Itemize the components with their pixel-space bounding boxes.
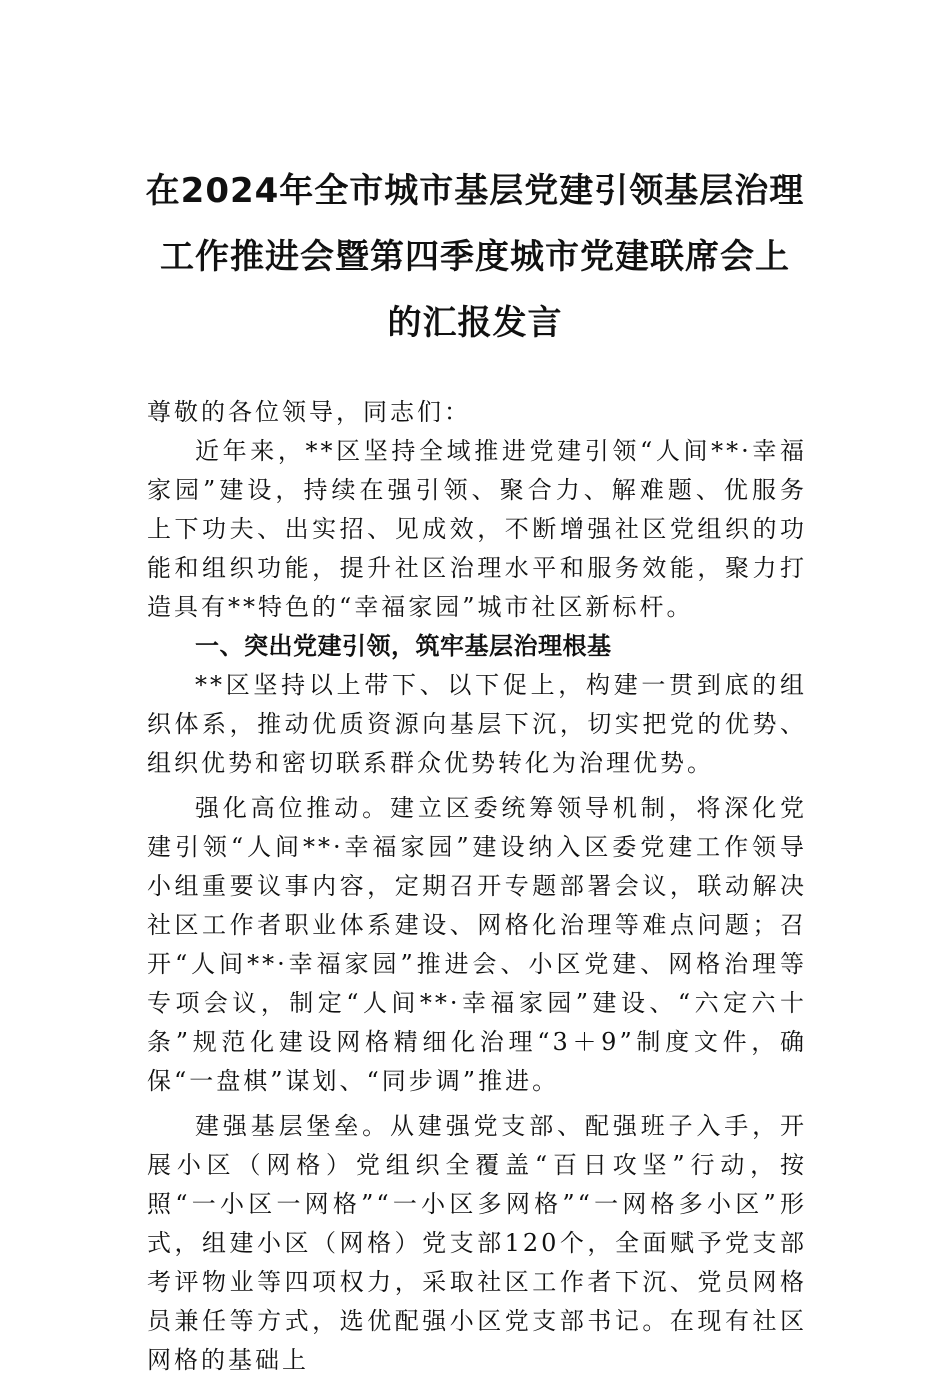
document-body bbox=[147, 393, 807, 1380]
section1-paragraph-1: **区坚持以上带下、以下促上，构建一贯到底的组织体系，推动优质资源向基层下沉，切实把党的优势、组织优势和密切联系群众优势转化为治理优势。 bbox=[147, 671, 807, 777]
section1-paragraph-2: 强化高位推动。建立区委统筹领导机制，将深化党建引领“人间**·幸福家园”建设纳入区委党建工作领导小组重要议事内容，定期召开专题部署会议，联动解决社区工作者职业体系建设、网格化治理等难点问题；召开“人间**·幸福家园”推进会、小区党建、网格治理等专项会议，制定“人间**·幸福家园”建设、“六定六十条”规范化建设网格精细化治理“3＋9”制度文件，确保“一盘棋”谋划、“同步调”推进。 bbox=[147, 794, 807, 1095]
section1-paragraph-3: 建强基层堡垒。从建强党支部、配强班子入手，开展小区（网格）党组织全覆盖“百日攻坚”行动，按照“一小区一网格”“一小区多网格”“一网格多小区”形式，组建小区（网格）党支部120个，全面赋予党支部考评物业等四项权力，采取社区工作者下沉、党员网格员兼任等方式，选优配强小区党支部书记。在现有社区网格的基础上 bbox=[147, 1112, 807, 1374]
section-heading-1: 一、突出党建引领，筑牢基层治理根基 bbox=[195, 632, 612, 660]
title-line-2: 工作推进会暨第四季度城市党建联席会上 bbox=[160, 237, 790, 277]
intro-paragraph: 近年来，**区坚持全域推进党建引领“人间**·幸福家园”建设，持续在强引领、聚合力、解难题、优服务上下功夫、出实招、见成效，不断增强社区党组织的功能和组织功能，提升社区治理水平和服务效能，聚力打造具有**特色的“幸福家园”城市社区新标杆。 bbox=[147, 437, 807, 621]
salutation: 尊敬的各位领导，同志们： bbox=[147, 398, 471, 426]
document-title bbox=[140, 158, 810, 356]
title-line-3: 的汇报发言 bbox=[387, 303, 563, 343]
title-line-1: 在2024年全市城市基层党建引领基层治理 bbox=[145, 171, 805, 211]
